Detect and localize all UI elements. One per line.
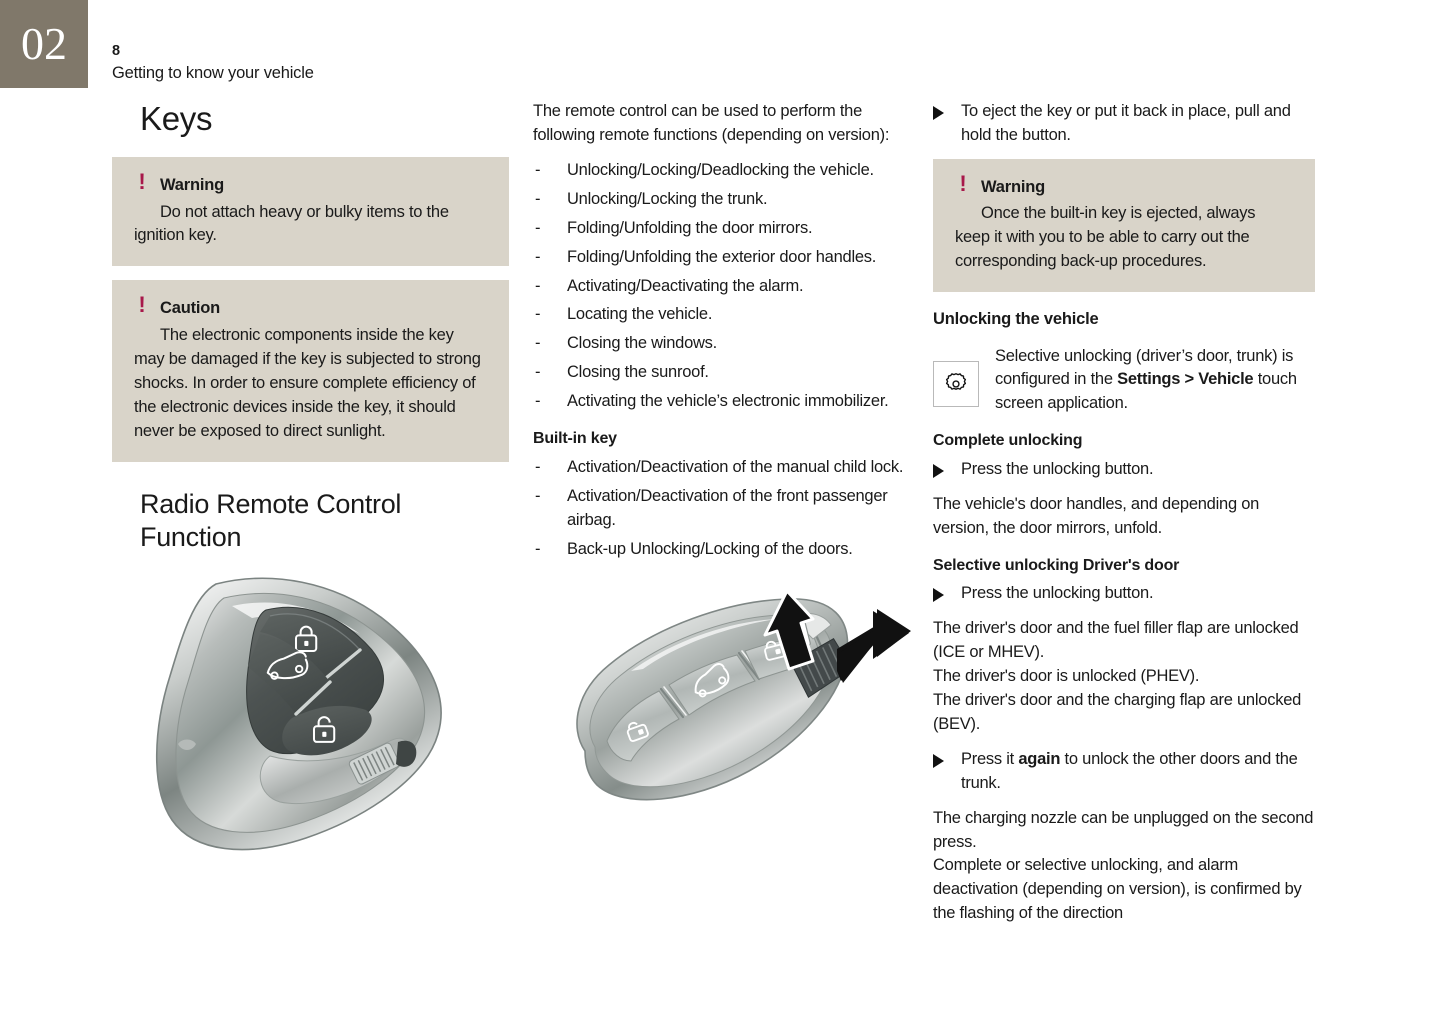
key-fob-illustration [120, 566, 490, 866]
notice-body: Do not attach heavy or bulky items to the ignition key. [134, 202, 449, 245]
heading-selective-unlocking: Selective unlocking Driver's door [933, 556, 1180, 574]
key-fob-eject-icon [551, 575, 921, 837]
complete-unlocking-result: The vehicle's door handles, and depending on version, the door mirrors, unfold. [933, 494, 1260, 537]
selective-result-phev: The driver's door is unlocked (PHEV). [933, 666, 1200, 685]
heading-complete-unlocking: Complete unlocking [933, 432, 1083, 450]
triangle-bullet-icon [933, 106, 944, 120]
remote-functions-list [533, 159, 908, 414]
action-text: Press the unlocking button. [961, 584, 1154, 603]
right-column [933, 100, 1315, 926]
notice-title: Warning [160, 175, 224, 194]
notice-title: Caution [160, 299, 221, 318]
press-again-part1: Press it [961, 749, 1019, 768]
settings-info-block [933, 345, 1315, 417]
action-text: To eject the key or put it back in place, pull and hold the button. [961, 102, 1291, 144]
gear-icon-box [933, 361, 979, 407]
exclamation-icon: ! [138, 168, 146, 194]
key-fob-icon [120, 566, 490, 866]
selective-result-bev: The driver's door and the charging flap are unlocked (BEV). [933, 690, 1302, 733]
caution-box-electronic-components [112, 280, 509, 461]
exclamation-icon: ! [959, 170, 967, 196]
action-text: Press the unlocking button. [961, 459, 1154, 478]
list-item: - Closing the windows. [533, 332, 908, 356]
page-header [112, 42, 314, 84]
settings-note-part1: Selective unlocking (driver’s door, trunk) is configured in the [995, 346, 1294, 389]
chapter-number: 02 [21, 18, 67, 69]
notice-header [955, 170, 1293, 198]
action-eject-key [933, 100, 1315, 148]
list-item: - Activation/Deactivation of the front passenger airbag. [533, 485, 908, 533]
built-in-key-functions-list [533, 456, 908, 562]
list-item: - Back-up Unlocking/Locking of the doors. [533, 538, 908, 562]
list-item: - Activating the vehicle’s electronic immobilizer. [533, 390, 908, 414]
settings-note-part2: touch screen application. [995, 370, 1297, 413]
press-again-part2: to unlock the other doors and the trunk. [961, 749, 1298, 792]
action-text [961, 750, 1298, 792]
selective-result-ice-mhev: The driver's door and the fuel filler flap are unlocked (ICE or MHEV). [933, 619, 1299, 662]
key-fob-eject-illustration [551, 575, 921, 837]
triangle-bullet-icon [933, 464, 944, 478]
section-heading-radio-remote: Radio Remote Control Function [140, 488, 402, 552]
charging-nozzle-note: The charging nozzle can be unplugged on the second press. [933, 808, 1314, 851]
list-item: - Unlocking/Locking/Deadlocking the vehicle. [533, 159, 908, 183]
chapter-tab [0, 0, 88, 88]
remote-intro-text: The remote control can be used to perform the following remote functions (depending on version): [533, 102, 890, 144]
list-item: - Activation/Deactivation of the manual child lock. [533, 456, 908, 480]
unlocking-confirmation-note: Complete or selective unlocking, and alarm deactivation (depending on version), is confirmed by the flashing of the direction [933, 856, 1302, 923]
settings-note-text [995, 345, 1315, 417]
notice-body: Once the built-in key is ejected, always keep it with you to be able to carry out the corresponding back-up procedures. [955, 204, 1256, 271]
exclamation-icon: ! [138, 292, 146, 318]
gear-icon [943, 371, 969, 397]
heading-built-in-key: Built-in key [533, 430, 617, 448]
triangle-bullet-icon [933, 588, 944, 602]
action-press-unlocking-button-complete [933, 458, 1315, 482]
notice-title: Warning [981, 177, 1045, 196]
list-item: - Locating the vehicle. [533, 303, 908, 327]
left-column [112, 100, 509, 866]
settings-note-path: Settings > Vehicle [1117, 370, 1254, 389]
middle-column [533, 100, 908, 837]
list-item: - Unlocking/Locking the trunk. [533, 188, 908, 212]
list-item: - Folding/Unfolding the exterior door handles. [533, 246, 908, 270]
notice-body: The electronic components inside the key may be damaged if the key is subjected to strong shocks. In order to ensure complete efficiency of the electronic devices inside the key, it should never be exposed to direct sunlight. [134, 326, 481, 440]
page-number: 8 [112, 43, 120, 59]
notice-header [134, 168, 487, 196]
action-press-unlocking-button-selective [933, 582, 1315, 606]
page-title: Keys [140, 100, 213, 137]
list-item: - Activating/Deactivating the alarm. [533, 275, 908, 299]
section-name: Getting to know your vehicle [112, 63, 314, 82]
press-again-emphasis: again [1018, 749, 1061, 768]
heading-unlocking-the-vehicle: Unlocking the vehicle [933, 310, 1099, 329]
triangle-bullet-icon [933, 754, 944, 768]
list-item: - Folding/Unfolding the door mirrors. [533, 217, 908, 241]
warning-box-built-in-key [933, 159, 1315, 292]
action-press-again [933, 748, 1315, 796]
warning-box-ignition-key [112, 157, 509, 266]
notice-header [134, 292, 487, 319]
list-item: - Closing the sunroof. [533, 361, 908, 385]
